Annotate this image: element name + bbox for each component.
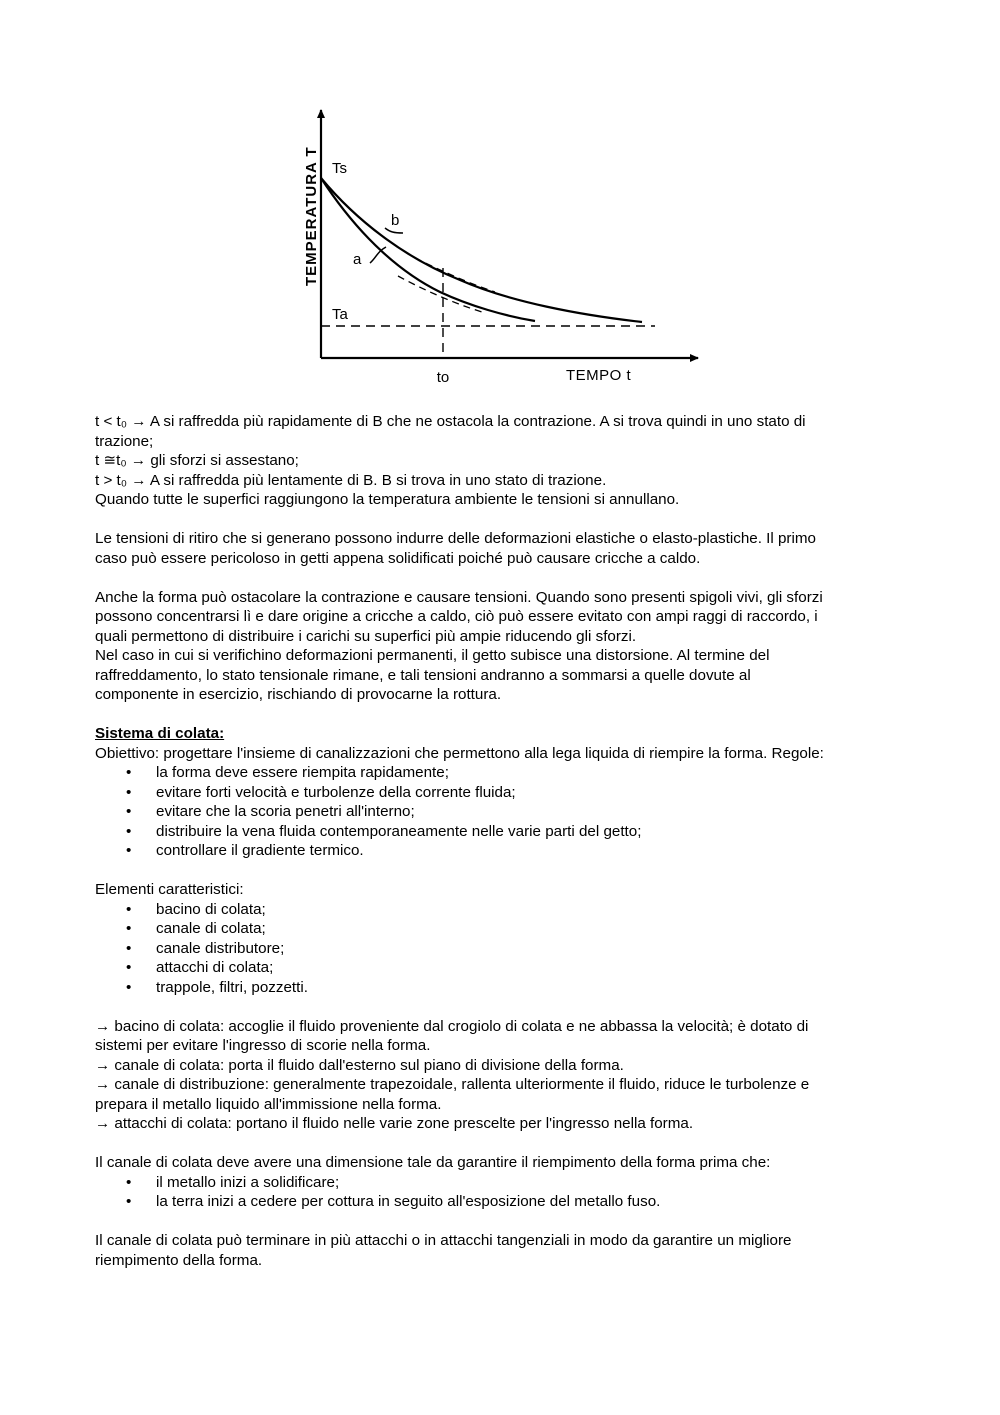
canal-conditions-list xyxy=(95,1173,915,1212)
list-item xyxy=(95,1192,915,1212)
list-item xyxy=(95,822,915,842)
list-item-text: la forma deve essere riempita rapidamente; xyxy=(156,764,449,781)
text-line: t ≅t₀ → gli sforzi si assestano; xyxy=(95,452,299,469)
bullet-icon: • xyxy=(126,959,132,976)
bullet-icon: • xyxy=(126,1173,132,1191)
text-line: quali permettono di distribuire i carichi su superfici più ampie riducendo gli sforzi. xyxy=(95,627,637,645)
section-elements xyxy=(95,880,915,997)
label-b: b xyxy=(391,212,400,229)
text-line: t < t₀ → A si raffredda più rapidamente di B che ne ostacola la contrazione. A si trova quindi in uno stato di xyxy=(95,413,806,430)
bullet-icon: • xyxy=(126,939,132,957)
text-line: riempimento della forma. xyxy=(95,1251,263,1269)
text-line: t > t₀ → A si raffredda più lentamente di B. B si trova in uno stato di trazione. xyxy=(95,471,607,489)
objective-text: Obiettivo: progettare l'insieme di canalizzazioni che permettono alla lega liquida di riempire la forma. Regole: xyxy=(95,744,824,762)
bullet-icon: • xyxy=(126,803,132,820)
list-item xyxy=(95,900,915,920)
list-item-text: canale di colata; xyxy=(156,920,266,937)
text-line: Il canale di colata può terminare in più attacchi o in attacchi tangenziali in modo da garantire un migliore xyxy=(95,1232,792,1249)
bullet-icon: • xyxy=(126,978,132,996)
list-item-text: evitare che la scoria penetri all'interno; xyxy=(156,803,415,820)
list-item xyxy=(95,802,915,822)
list-item xyxy=(95,978,915,998)
curve-a xyxy=(321,178,535,321)
text-line: → canale di distribuzione: generalmente trapezoidale, rallenta ulteriormente il fluido, riduce le turbolenze e xyxy=(95,1076,810,1093)
list-item xyxy=(95,1173,915,1193)
curve-b-dashed-tangent xyxy=(415,258,495,292)
cooling-curves-figure xyxy=(290,100,710,390)
list-item xyxy=(95,763,915,783)
x-axis-label: TEMPO t xyxy=(566,367,632,384)
label-ts: Ts xyxy=(332,160,347,177)
list-item-text: distribuire la vena fluida contemporaneamente nelle varie parti del getto; xyxy=(156,822,642,840)
list-item-text: controllare il gradiente termico. xyxy=(156,842,364,859)
bullet-icon: • xyxy=(126,842,132,859)
text-line: componente in esercizio, rischiando di provocarne la rottura. xyxy=(95,686,502,703)
text-line: raffreddamento, lo stato tensionale rimane, e tali tensioni andranno a sommarsi a quelle dovute al xyxy=(95,666,751,684)
list-item xyxy=(95,958,915,978)
paragraph-element-descriptions xyxy=(95,1017,915,1134)
text-line: Nel caso in cui si verifichino deformazioni permanenti, il getto subisce una distorsione. Al termine del xyxy=(95,647,770,664)
bullet-icon: • xyxy=(126,783,132,801)
list-item-text: canale distributore; xyxy=(156,939,285,957)
text-line: Anche la forma può ostacolare la contrazione e causare tensioni. Quando sono presenti spigoli vivi, gli sforzi xyxy=(95,588,823,606)
list-item xyxy=(95,841,915,861)
section-heading: Sistema di colata: xyxy=(95,725,225,742)
list-item-text: evitare forti velocità e turbolenze della corrente fluida; xyxy=(156,783,516,801)
bullet-icon: • xyxy=(126,920,132,937)
list-item-text: bacino di colata; xyxy=(156,900,266,918)
list-item-text: la terra inizi a cedere per cottura in seguito all'esposizione del metallo fuso. xyxy=(156,1193,661,1210)
curve-a-dashed-tangent xyxy=(398,276,482,312)
bullet-icon: • xyxy=(126,1193,132,1210)
curve-b xyxy=(321,178,642,322)
paragraph-final xyxy=(95,1231,915,1270)
text-line: → canale di colata: porta il fluido dall'esterno sul piano di divisione della forma. xyxy=(95,1056,624,1074)
list-item xyxy=(95,783,915,803)
text-line: → attacchi di colata: portano il fluido nelle varie zone prescelte per l'ingresso nella forma. xyxy=(95,1115,694,1132)
rules-list xyxy=(95,763,915,861)
text-line: sistemi per evitare l'ingresso di scorie nella forma. xyxy=(95,1037,431,1054)
label-a: a xyxy=(353,251,362,268)
list-item-text: attacchi di colata; xyxy=(156,959,274,976)
text-line: caso può essere pericoloso in getti appena solidificati poiché può causare cricche a caldo. xyxy=(95,549,701,567)
text-line: prepara il metallo liquido all'immissione nella forma. xyxy=(95,1095,442,1113)
paragraph-shrinkage-stresses xyxy=(95,529,915,568)
text-line: Le tensioni di ritiro che si generano possono indurre delle deformazioni elastiche o elasto-plastiche. Il primo xyxy=(95,530,816,547)
text-line: Il canale di colata deve avere una dimensione tale da garantire il riempimento della forma prima che: xyxy=(95,1154,771,1171)
list-item-text: trappole, filtri, pozzetti. xyxy=(156,978,308,996)
y-axis-label: TEMPERATURA T xyxy=(303,146,320,286)
section-casting-system xyxy=(95,724,915,861)
bullet-icon: • xyxy=(126,764,132,781)
list-item xyxy=(95,939,915,959)
elements-title: Elementi caratteristici: xyxy=(95,881,244,898)
paragraph-shape-stresses xyxy=(95,588,915,705)
list-item-text: il metallo inizi a solidificare; xyxy=(156,1173,340,1191)
text-line: Quando tutte le superfici raggiungono la temperatura ambiente le tensioni si annullano. xyxy=(95,491,680,508)
cooling-curves-diagram xyxy=(290,100,710,390)
paragraph-stress-phases xyxy=(95,412,915,510)
text-line: possono concentrarsi lì e dare origine a cricche a caldo, ciò può essere evitato con ampi raggi di raccordo, i xyxy=(95,608,818,625)
bullet-icon: • xyxy=(126,900,132,918)
text-line: trazione; xyxy=(95,432,154,450)
label-ta: Ta xyxy=(332,306,348,323)
paragraph-canal-size xyxy=(95,1153,915,1212)
document-body xyxy=(95,412,915,1290)
bullet-icon: • xyxy=(126,822,132,840)
text-line: → bacino di colata: accoglie il fluido proveniente dal crogiolo di colata e ne abbassa la velocità; è dotato di xyxy=(95,1017,809,1035)
list-item xyxy=(95,919,915,939)
label-t0: to xyxy=(436,369,450,386)
elements-list xyxy=(95,900,915,998)
